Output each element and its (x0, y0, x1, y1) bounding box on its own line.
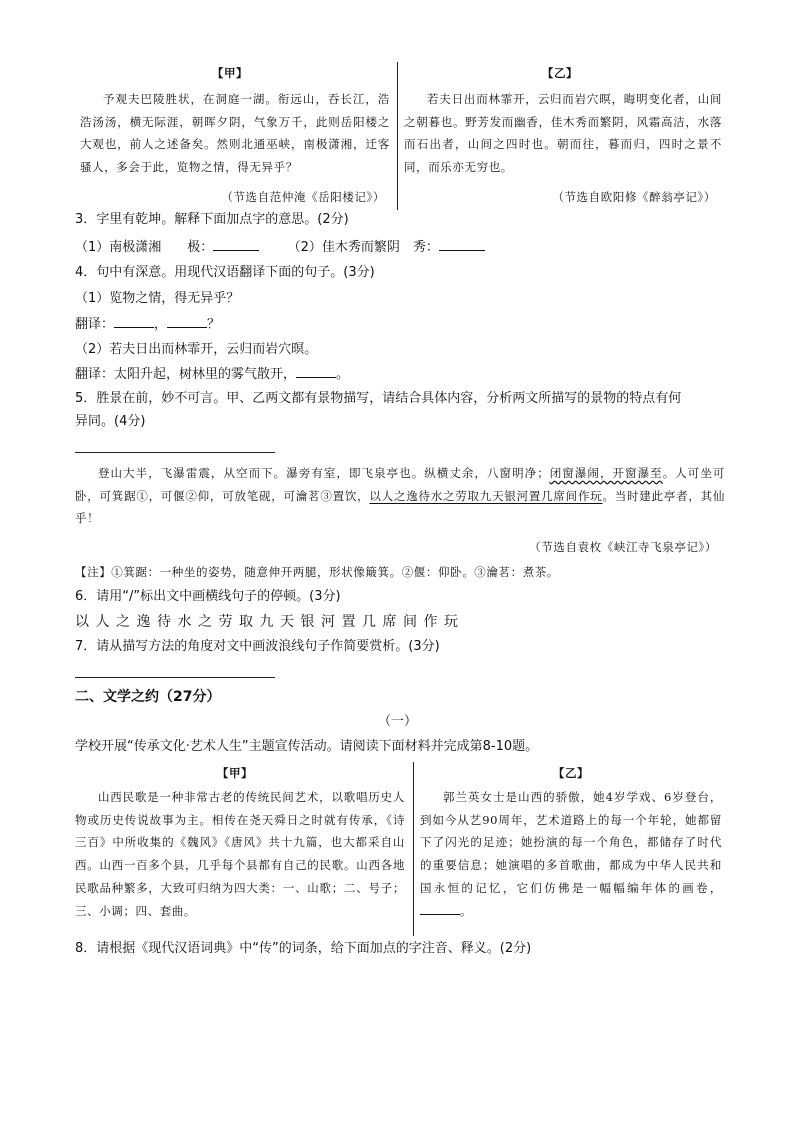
passage-3-text: 登山大半，飞瀑雷震，从空而下。瀑旁有室，即飞泉亭也。纵横丈余，八窗明净；闭窗瀑闹，开窗瀑至。人可坐可卧，可箕踞①，可偃②仰，可放笔砚，可瀹茗③置饮，以人之逸待水之劳取九天银河置几席间作玩。当时建此亭者，其仙乎！ (75, 466, 725, 526)
answer-blank-4-2[interactable] (296, 364, 336, 378)
question-3-item-1: （1）南极潇湘 极： (75, 240, 214, 255)
question-4-item-1: （1）览物之情，得无异乎？ (75, 291, 240, 306)
material-jia-text: 山西民歌是一种非常古老的传统民间艺术，以歌唱历史人物或历史传说故事为主。相传在尧天舜日之时就有传承，《诗三百》中所收集的《魏风》《唐风》共十九篇，也大都采自山西。山西一百多个县，几乎每个县都有自己的民歌。山西各地民歌品种繁多，大致可归纳为四大类：一、山歌；二、号子；三、小调；四、套曲。 (75, 790, 405, 918)
question-8-prompt: 8．请根据《现代汉语词典》中“传”的词条，给下面加点的字注音、释义。(2分) (75, 941, 532, 956)
column-divider (413, 762, 414, 936)
underlined-sentence: 以人之逸待水之劳取九天银河置几席间作玩 (369, 488, 603, 503)
question-3-items (75, 237, 755, 260)
question-7-prompt: 7．请从描写方法的角度对文中画波浪线句子作简要赏析。(3分) (75, 639, 440, 654)
material-yi-text: 郭兰英女士是山西的骄傲，她4岁学戏、6岁登台，到如今从艺90周年，艺术道路上的每一个年轮，她都留下了闪光的足迹；她扮演的每一个角色，都储存了时代的重要信息；她演唱的多首歌曲，都成为中华人民共和国永恒的记忆，它们仿佛是一幅幅编年体的画卷，。 (420, 790, 722, 918)
passage-yi-source: （节选自欧阳修《醉翁亭记》） (552, 190, 716, 204)
question-4-translation-2: 翻译：太阳升起，树林里的雾气散开， 。 (75, 364, 755, 387)
passage-jia-text: 予观夫巴陵胜状，在洞庭一湖。衔远山，吞长江，浩浩汤汤，横无际涯，朝晖夕阴，气象万千，此则岳阳楼之大观也，前人之述备矣。然则北通巫峡，南极潇湘，迁客骚人，多会于此，览物之情，得无异乎？ (80, 92, 390, 175)
wavy-underlined-sentence: 闭窗瀑闹，开窗瀑至 (549, 466, 663, 480)
answer-blank-3-1[interactable] (213, 237, 259, 251)
material-yi-heading: 【乙】 (552, 766, 590, 780)
separator-line (75, 677, 275, 678)
question-4-item-2: （2）若夫日出而林霏开，云归而岩穴暝。 (75, 342, 318, 357)
question-5-prompt-line-2: 异同。(4分) (75, 414, 146, 429)
section-2-subheading: （一） (377, 714, 417, 729)
passage-3-note: 【注】①箕踞：一种坐的姿势，随意伸开两腿，形状像簸箕。②偃：仰卧。③瀹茗：煮茶。 (75, 565, 559, 579)
question-3-item-2: （2）佳木秀而繁阴 秀： (287, 240, 439, 255)
question-5-prompt-line-1: 5．胜景在前，妙不可言。甲、乙两文都有景物描写，请结合具体内容，分析两文所描写的景物的特点有何 (75, 391, 682, 406)
answer-blank-material-yi[interactable] (420, 901, 460, 915)
question-6-prompt: 6．请用“/”标出文中画横线句子的停顿。(3分) (75, 589, 341, 604)
answer-blank-4-1b[interactable] (167, 314, 207, 328)
column-divider (397, 62, 398, 210)
question-6-sentence: 以人之逸待水之劳取九天银河置几席间作玩 (75, 614, 465, 630)
question-4-translation-1: 翻译： ， ？ (75, 314, 755, 337)
section-2-intro: 学校开展“传承文化·艺术人生”主题宣传活动。请阅读下面材料并完成第8-10题。 (75, 739, 539, 754)
passage-jia-heading: 【甲】 (211, 66, 249, 80)
passage-3-source: （节选自袁枚《峡江寺飞泉亭记》） (529, 540, 717, 554)
passage-yi-heading: 【乙】 (541, 66, 579, 80)
material-jia-heading: 【甲】 (216, 766, 254, 780)
passage-yi-text: 若夫日出而林霏开，云归而岩穴暝，晦明变化者，山间之朝暮也。野芳发而幽香，佳木秀而繁阴，风霜高洁，水落而石出者，山间之四时也。朝而往，暮而归，四时之景不同，而乐亦无穷也。 (404, 92, 722, 175)
section-2-title: 二、文学之约（27分） (75, 689, 221, 705)
passage-jia-source: （节选自范仲淹《岳阳楼记》） (221, 190, 385, 204)
separator-line (75, 452, 275, 453)
question-4-prompt: 4．句中有深意。用现代汉语翻译下面的句子。(3分) (75, 265, 375, 280)
question-3-prompt: 3．字里有乾坤。解释下面加点字的意思。(2分) (75, 212, 349, 227)
answer-blank-4-1a[interactable] (114, 314, 154, 328)
answer-blank-3-2[interactable] (439, 237, 485, 251)
